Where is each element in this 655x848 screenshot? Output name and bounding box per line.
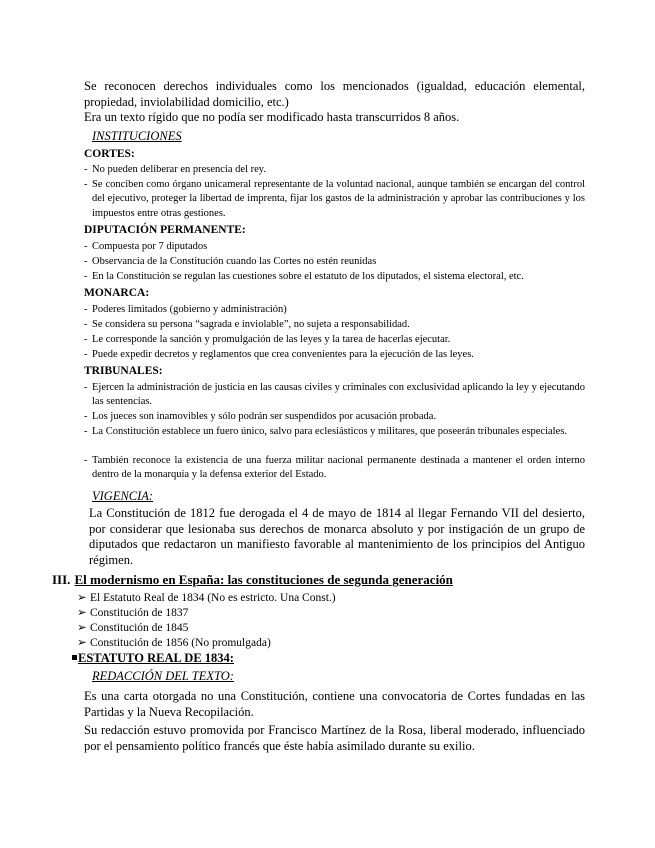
cortes-item: - No pueden deliberar en presencia del rey. bbox=[84, 163, 585, 177]
arrow-bullet-icon: ➢ bbox=[77, 637, 87, 649]
arrow-bullet-icon: ➢ bbox=[77, 592, 87, 604]
tribunales-item: - La Constitución establece un fuero único, salvo para eclesiásticos y militares, que poseerán tribunales especiales. bbox=[84, 425, 585, 439]
instituciones-title: INSTITUCIONES bbox=[92, 129, 182, 143]
vigencia-title: VIGENCIA: bbox=[92, 489, 154, 503]
dash-marker: - bbox=[84, 382, 88, 393]
dash-marker: - bbox=[84, 304, 88, 315]
dash-marker: - bbox=[84, 319, 88, 330]
arrow-bullet-icon: ➢ bbox=[77, 607, 87, 619]
diputacion-item: - Compuesta por 7 diputados bbox=[84, 240, 585, 254]
cortes-heading: CORTES: bbox=[84, 148, 135, 160]
dash-marker: - bbox=[84, 271, 88, 282]
dash-marker: - bbox=[84, 411, 88, 422]
dash-marker: - bbox=[84, 334, 88, 345]
monarca-item: - Se considera su persona “sagrada e inviolable”, no sujeta a responsabilidad. bbox=[84, 318, 585, 332]
dash-marker: - bbox=[84, 164, 88, 175]
arrow-list-item: ➢ Constitución de 1856 (No promulgada) bbox=[77, 637, 271, 649]
vigencia-paragraph: La Constitución de 1812 fue derogada el 4 de mayo de 1814 al llegar Fernando VII del desierto, por considerar que lesionaba sus derechos de monarca absoluto y por instigación de un grupo de diputados que redactaron un manifiesto favorable al mantenimiento de los principios del Antiguo régimen. bbox=[89, 506, 585, 567]
diputacion-heading: DIPUTACIÓN PERMANENTE: bbox=[84, 224, 246, 236]
dash-marker: - bbox=[84, 426, 88, 437]
estatuto-heading: ESTATUTO REAL DE 1834: bbox=[72, 651, 234, 666]
dash-marker: - bbox=[84, 179, 88, 190]
dash-marker: - bbox=[84, 349, 88, 360]
estatuto-paragraph-carta: Es una carta otorgada no una Constitución, contiene una convocatoria de Cortes fundadas en las Partidas y la Nueva Recopilación. bbox=[84, 689, 585, 719]
intro-paragraph-rights: Se reconocen derechos individuales como los mencionados (igualdad, educación elemental, propiedad, inviolabilidad domicilio, etc.) bbox=[84, 79, 585, 109]
tribunales-item: - Los jueces son inamovibles y sólo podrán ser suspendidos por acusación probada. bbox=[84, 410, 585, 424]
cortes-item: - Se conciben como órgano unicameral representante de la voluntad nacional, aunque también se encargan del control del ejecutivo, proteger la libertad de imprenta, fijar los gastos de la administración y aprobar las contribuciones y los impuestos entre otras gestiones. bbox=[84, 179, 585, 219]
monarca-heading: MONARCA: bbox=[84, 287, 150, 299]
diputacion-item: - En la Constitución se regulan las cuestiones sobre el estatuto de los diputados, el sistema electoral, etc. bbox=[84, 270, 585, 284]
monarca-item: - Puede expedir decretos y reglamentos que crea convenientes para la ejecución de las leyes. bbox=[84, 348, 585, 362]
estatuto-paragraph-redaccion: Su redacción estuvo promovida por Francisco Martínez de la Rosa, liberal moderado, influenciado por el pensamiento político francés que éste había asimilado durante su exilio. bbox=[84, 723, 585, 753]
diputacion-item: - Observancia de la Constitución cuando las Cortes no estén reunidas bbox=[84, 255, 585, 269]
arrow-list-item: ➢ El Estatuto Real de 1834 (No es estricto. Una Const.) bbox=[77, 592, 336, 604]
redaccion-title: REDACCIÓN DEL TEXTO: bbox=[92, 669, 234, 683]
tribunales-item: - Ejercen la administración de justicia en las causas civiles y criminales con exclusividad aplicando la ley y ejecutando las sentencias. bbox=[84, 382, 585, 408]
square-bullet-icon bbox=[72, 655, 77, 660]
intro-paragraph-rigid: Era un texto rígido que no podía ser modificado hasta transcurridos 8 años. bbox=[84, 110, 460, 124]
arrow-bullet-icon: ➢ bbox=[77, 622, 87, 634]
dash-marker: - bbox=[84, 241, 88, 252]
tribunales-item: - También reconoce la existencia de una fuerza militar nacional permanente destinada a mantener el orden interno dentro de la monarquía y la defensa exterior del Estado. bbox=[84, 455, 585, 481]
section-title: El modernismo en España: las constituciones de segunda generación bbox=[74, 572, 453, 587]
section-number: III. bbox=[52, 572, 71, 587]
dash-marker: - bbox=[84, 256, 88, 267]
arrow-list-item: ➢ Constitución de 1837 bbox=[77, 607, 189, 619]
monarca-item: - Le corresponde la sanción y promulgación de las leyes y la tarea de hacerlas ejecutar. bbox=[84, 333, 585, 347]
tribunales-heading: TRIBUNALES: bbox=[84, 365, 163, 377]
section-heading bbox=[52, 572, 453, 588]
arrow-list-item: ➢ Constitución de 1845 bbox=[77, 622, 189, 634]
monarca-item: - Poderes limitados (gobierno y administración) bbox=[84, 303, 585, 317]
dash-marker: - bbox=[84, 455, 88, 466]
